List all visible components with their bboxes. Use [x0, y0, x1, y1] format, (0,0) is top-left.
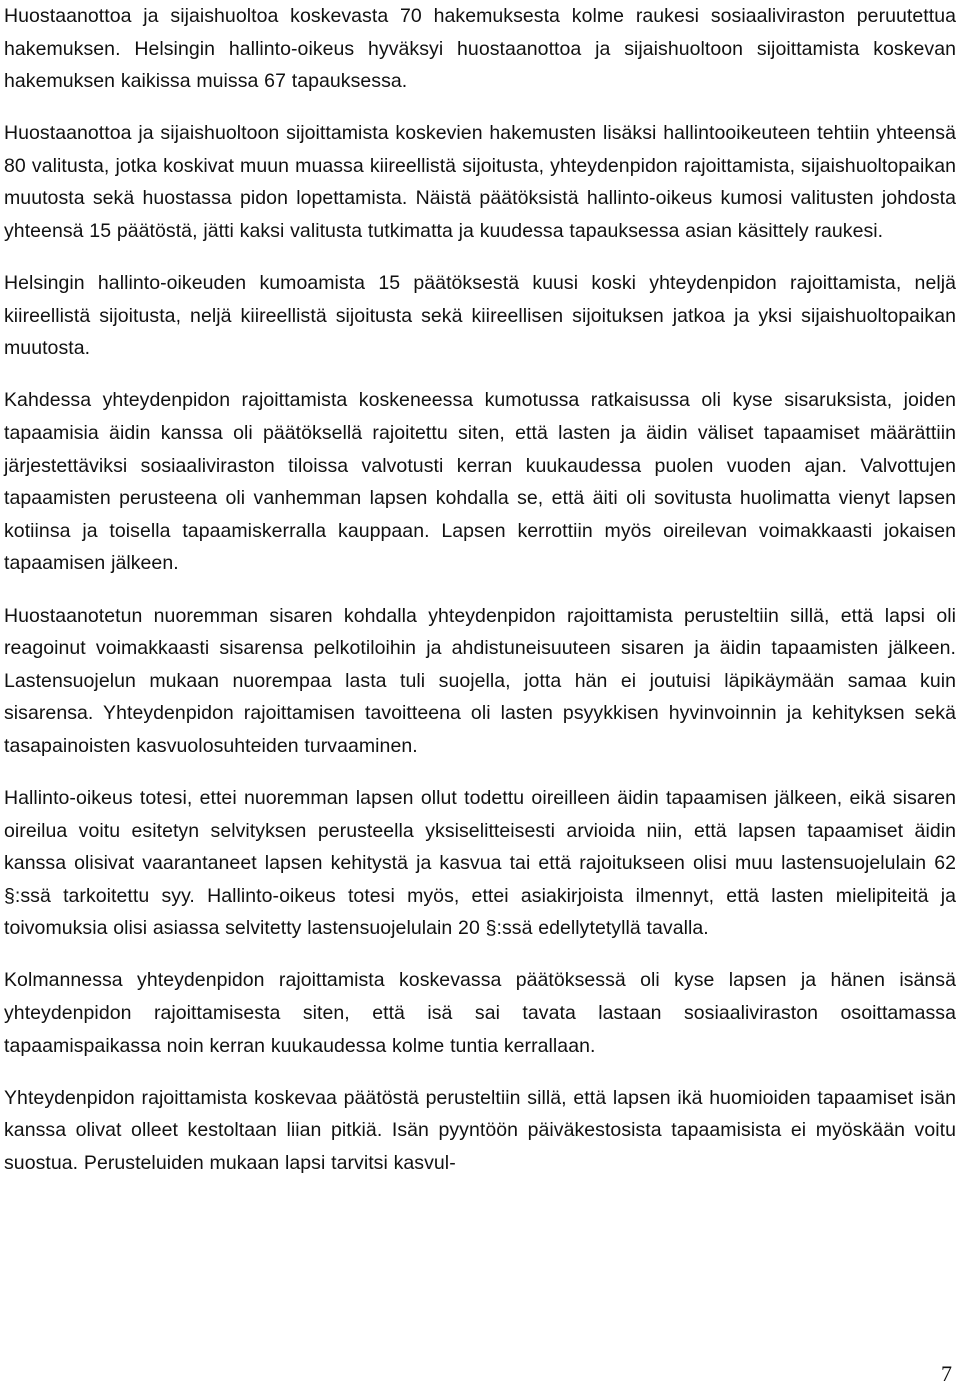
document-page — [4, 0, 956, 1180]
paragraph-3: Helsingin hallinto-oikeuden kumoamista 15 päätöksestä kuusi koski yhteydenpidon rajoittamista, neljä kiireellistä sijoitusta, neljä kiireellistä sijoitusta sekä kiireellisen sijoituksen jatkoa ja yksi sijaishuoltopaikan muutosta. — [4, 272, 956, 360]
paragraph-6: Hallinto-oikeus totesi, ettei nuoremman lapsen ollut todettu oireilleen äidin tapaamisen jälkeen, eikä sisaren oireilua voitu esitetyn selvityksen perusteella yksiselitteisesti arvioida niin, että lapsen tapaamiset äidin kanssa olisivat vaarantaneet lapsen kehitystä ja kasvua tai että rajoitukseen olisi muu lastensuojelulain 62 §:ssä tarkoitettu syy. Hallinto-oikeus totesi myös, ettei asiakirjoista ilmennyt, että lasten mielipiteitä ja toivomuksia olisi asiassa selvitetty lastensuojelulain 20 §:ssä edellytetyllä tavalla. — [4, 786, 956, 940]
paragraph-5: Huostaanotetun nuoremman sisaren kohdalla yhteydenpidon rajoittamista perusteltiin sillä, että lapsi oli reagoinut voimakkaasti sisarensa pelkotiloihin ja ahdistuneisuuteen sisaren ja äidin tapaamisten jälkeen. Lastensuojelun mukaan nuorempaa lasta tuli suojella, jotta hän ei joutuisi läpikäymään samaa kuin sisarensa. Yhteydenpidon rajoittamisen tavoitteena oli lasten psyykkisen hyvinvoinnin ja kehityksen sekä tasapainoisten kasvuolosuhteiden turvaaminen. — [4, 604, 956, 757]
paragraph-7: Kolmannessa yhteydenpidon rajoittamista koskevassa päätöksessä oli kyse lapsen ja hänen isänsä yhteydenpidon rajoittamisesta siten, että isä sai tavata lastaan sosiaaliviraston osoittamassa tapaamispaikassa noin kerran kuukaudessa kolme tuntia kerrallaan. — [4, 969, 956, 1057]
paragraph-1: Huostaanottoa ja sijaishuoltoa koskevasta 70 hakemuksesta kolme raukesi sosiaaliviraston peruutettua hakemuksen. Helsingin hallinto-oikeus hyväksyi huostaanottoa ja sijaishuoltoon sijoittamista koskevan hakemuksen kaikissa muissa 67 tapauksessa. — [4, 5, 956, 93]
page-number: 7 — [941, 1361, 952, 1386]
paragraph-8: Yhteydenpidon rajoittamista koskevaa päätöstä perusteltiin sillä, että lapsen ikä huomioiden tapaamiset isän kanssa olivat olleet kestoltaan liian pitkiä. Isän pyyntöön päiväkestosista tapaamisista ei myöskään voitu suostua. Perusteluiden mukaan lapsi tarvitsi kasvul- — [4, 1086, 956, 1174]
paragraph-4: Kahdessa yhteydenpidon rajoittamista koskeneessa kumotussa ratkaisussa oli kyse sisaruksista, joiden tapaamisia äidin kanssa oli päätöksellä rajoitettu siten, että lasten ja äidin väliset tapaamiset määrättiin järjestettäviksi sosiaaliviraston tiloissa valvotusti kerran kuukaudessa puolen vuoden ajan. Valvottujen tapaamisten perusteena oli vanhemman lapsen kohdalla se, että äiti oli sovitusta huolimatta vienyt lapsen kotiinsa ja toisella tapaamiskerralla kauppaan. Lapsen kerrottiin myös oireilevan voimakkaasti jokaisen tapaamisen jälkeen. — [4, 389, 956, 575]
paragraph-2: Huostaanottoa ja sijaishuoltoon sijoittamista koskevien hakemusten lisäksi hallintooikeuteen tehtiin yhteensä 80 valitusta, jotka koskivat muun muassa kiireellistä sijoitusta, yhteydenpidon rajoittamista, sijaishuoltopaikan muutosta sekä huostassa pidon lopettamista. Näistä päätöksistä hallinto-oikeus kumosi valitusten johdosta yhteensä 15 päätöstä, jätti kaksi valitusta tutkimatta ja kuudessa tapauksessa asian käsittely raukesi. — [4, 122, 956, 243]
